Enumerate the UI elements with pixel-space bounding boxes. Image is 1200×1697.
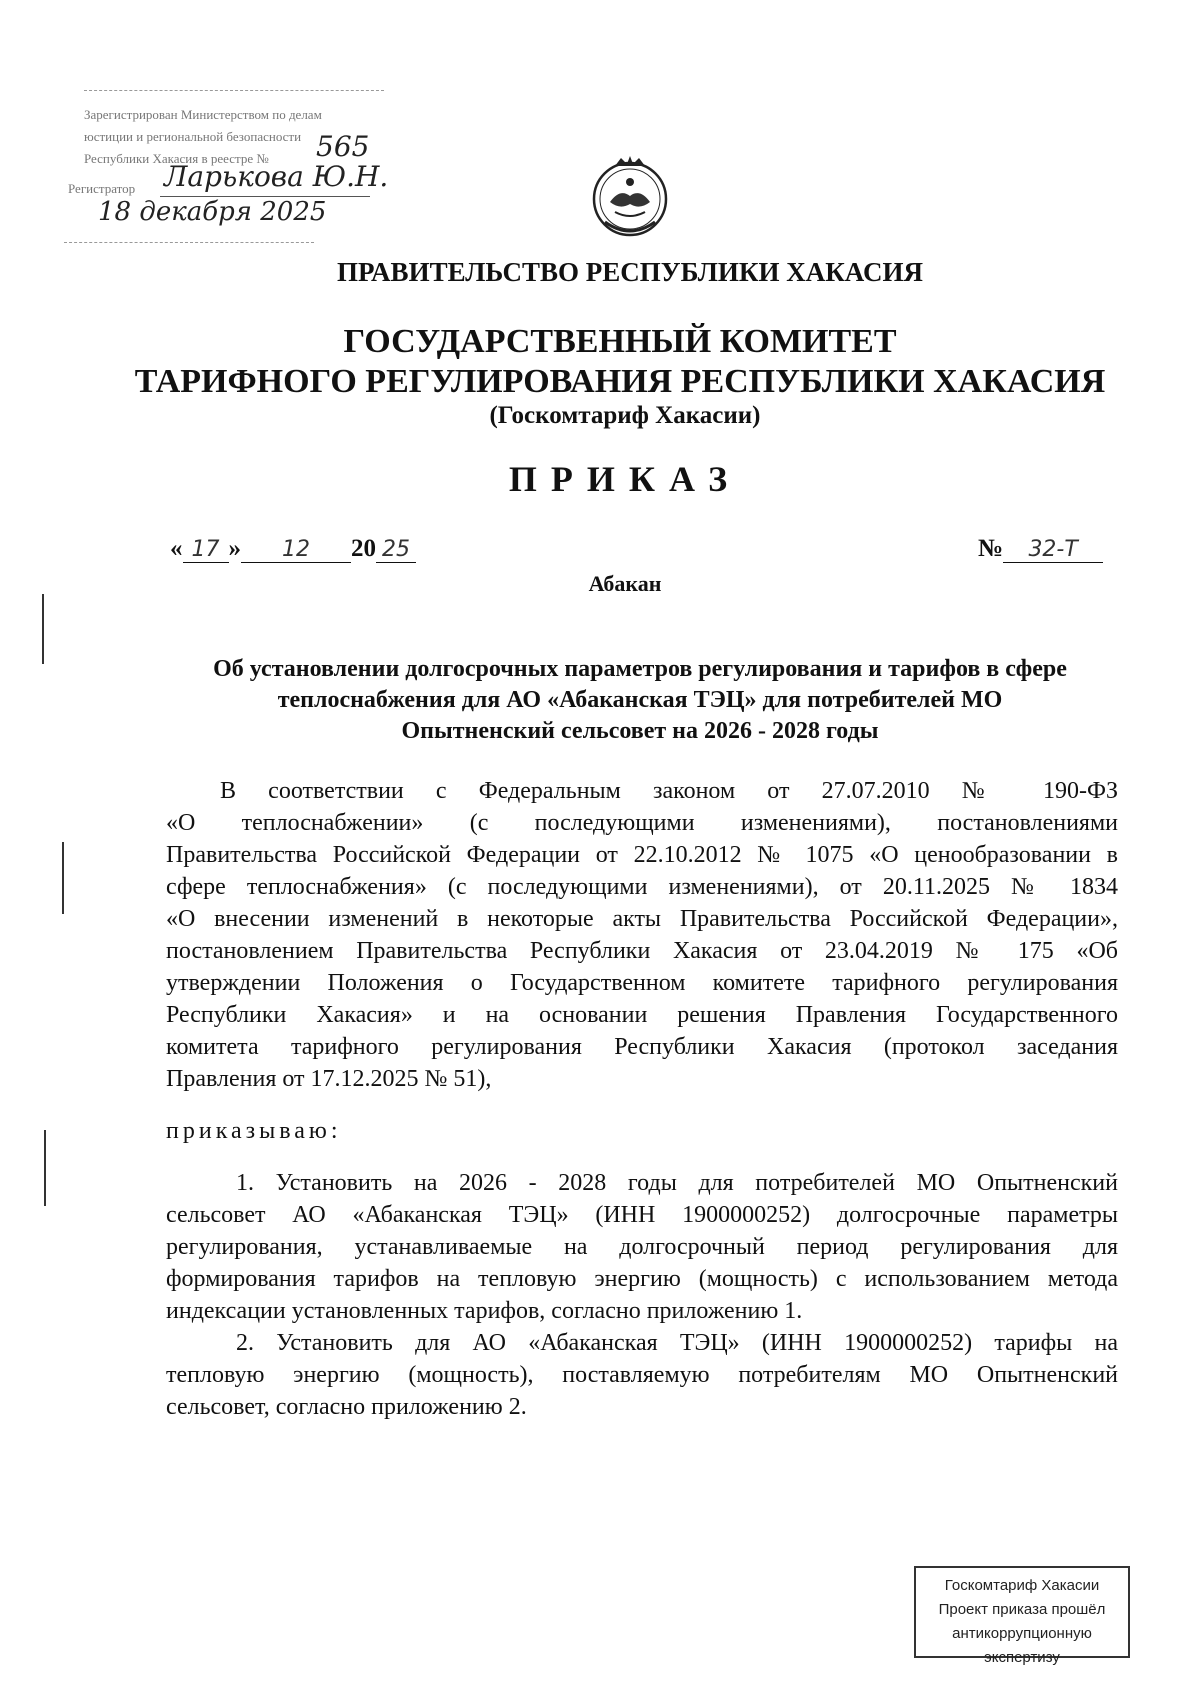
stamp-registrar-signature: Ларькова Ю.Н.	[164, 160, 389, 193]
number-value: 32-Т	[1003, 537, 1103, 563]
stamp-line-2: юстиции и региональной безопасности	[84, 129, 302, 144]
date-month: 12	[241, 537, 351, 563]
subject-line-2: теплоснабжения для АО «Абаканская ТЭЦ» для потребителей МО	[277, 687, 1003, 713]
scan-margin-mark	[62, 842, 64, 914]
stamp-register-number: 565	[316, 130, 370, 163]
anticorruption-expertise-stamp	[914, 1566, 1130, 1666]
date-year-suffix: 25	[376, 537, 416, 563]
stamp-line-3: Республики Хакасия в реестре №	[84, 151, 269, 166]
order-number	[978, 535, 1103, 563]
committee-line-1: ГОСУДАРСТВЕННЫЙ КОМИТЕТ	[343, 323, 897, 360]
stamp-rule-bottom	[64, 242, 314, 243]
registration-stamp	[64, 96, 404, 266]
city: Абакан	[588, 571, 662, 596]
order-word: приказываю:	[166, 1118, 342, 1144]
date-day: 17	[183, 537, 229, 563]
preamble-paragraph	[166, 775, 1118, 1095]
order-subject	[160, 654, 1120, 747]
stamp-rule	[84, 90, 384, 91]
item-line: формирования тарифов на тепловую энергию (мощность) с использованием метода	[166, 1266, 1118, 1292]
expertise-stamp-line-2: Проект приказа прошёл	[938, 1601, 1106, 1618]
order-item-2	[166, 1327, 1118, 1423]
preamble-line: утверждении Положения о Государственном комитете тарифного регулирования	[166, 970, 1118, 996]
coat-of-arms-emblem	[585, 152, 675, 242]
expertise-stamp-line-1: Госкомтариф Хакасии	[944, 1577, 1100, 1594]
order-item-1	[166, 1167, 1118, 1327]
preamble-line: постановлением Правительства Республики Хакасия от 23.04.2019 № 175 «Об	[166, 938, 1118, 964]
scan-margin-mark	[44, 1130, 46, 1206]
number-label: №	[978, 535, 1004, 562]
subject-line-3: Опытненский сельсовет на 2026 - 2028 годы	[401, 718, 879, 744]
date-close-quote: »	[228, 535, 241, 562]
preamble-line: комитета тарифного регулирования Республики Хакасия (протокол заседания	[166, 1034, 1118, 1060]
scan-margin-mark	[42, 594, 44, 664]
preamble-line: сфере теплоснабжения» (с последующими изменениями), от 20.11.2025 № 1834	[166, 874, 1118, 900]
item-line: регулирования, устанавливаемые на долгосрочный период регулирования для	[166, 1234, 1118, 1260]
expertise-stamp-line-3: антикоррупционную экспертизу	[952, 1625, 1092, 1666]
subject-line-1: Об установлении долгосрочных параметров регулирования и тарифов в сфере	[213, 656, 1067, 682]
committee-line-2: ТАРИФНОГО РЕГУЛИРОВАНИЯ РЕСПУБЛИКИ ХАКАСИЯ	[134, 363, 1106, 400]
preamble-line: Правительства Российской Федерации от 22.10.2012 № 1075 «О ценообразовании в	[166, 842, 1118, 868]
item-line: сельсовет АО «Абаканская ТЭЦ» (ИНН 1900000252) долгосрочные параметры	[166, 1202, 1118, 1228]
preamble-line: Республики Хакасия» и на основании решения Правления Государственного	[166, 1002, 1118, 1028]
item-line: 1. Установить на 2026 - 2028 годы для потребителей МО Опытненский	[236, 1170, 1118, 1196]
document-type-title: ПРИКАЗ	[508, 459, 742, 499]
preamble-line: «О теплоснабжении» (с последующими изменениями), постановлениями	[166, 810, 1118, 836]
committee-short-name: (Госкомтариф Хакасии)	[489, 402, 761, 429]
stamp-line-1: Зарегистрирован Министерством по делам	[84, 107, 322, 122]
preamble-line: В соответствии с Федеральным законом от 27.07.2010 № 190-ФЗ	[220, 778, 1118, 804]
preamble-line: «О внесении изменений в некоторые акты Правительства Российской Федерации»,	[166, 906, 1118, 932]
item-line: сельсовет, согласно приложению 2.	[166, 1394, 527, 1420]
item-line: индексации установленных тарифов, согласно приложению 1.	[166, 1298, 803, 1324]
item-line: тепловую энергию (мощность), поставляемую потребителям МО Опытненский	[166, 1362, 1118, 1388]
stamp-date-handwritten: 18 декабря 2025	[98, 197, 327, 227]
date-open-quote: «	[170, 535, 183, 562]
order-date	[170, 535, 416, 563]
preamble-line: Правления от 17.12.2025 № 51),	[166, 1066, 492, 1092]
stamp-line-4: Регистратор	[68, 181, 136, 196]
government-heading: ПРАВИТЕЛЬСТВО РЕСПУБЛИКИ ХАКАСИЯ	[337, 257, 923, 287]
date-year-prefix: 20	[351, 535, 376, 562]
item-line: 2. Установить для АО «Абаканская ТЭЦ» (ИНН 1900000252) тарифы на	[236, 1330, 1118, 1356]
committee-heading	[0, 322, 1200, 402]
